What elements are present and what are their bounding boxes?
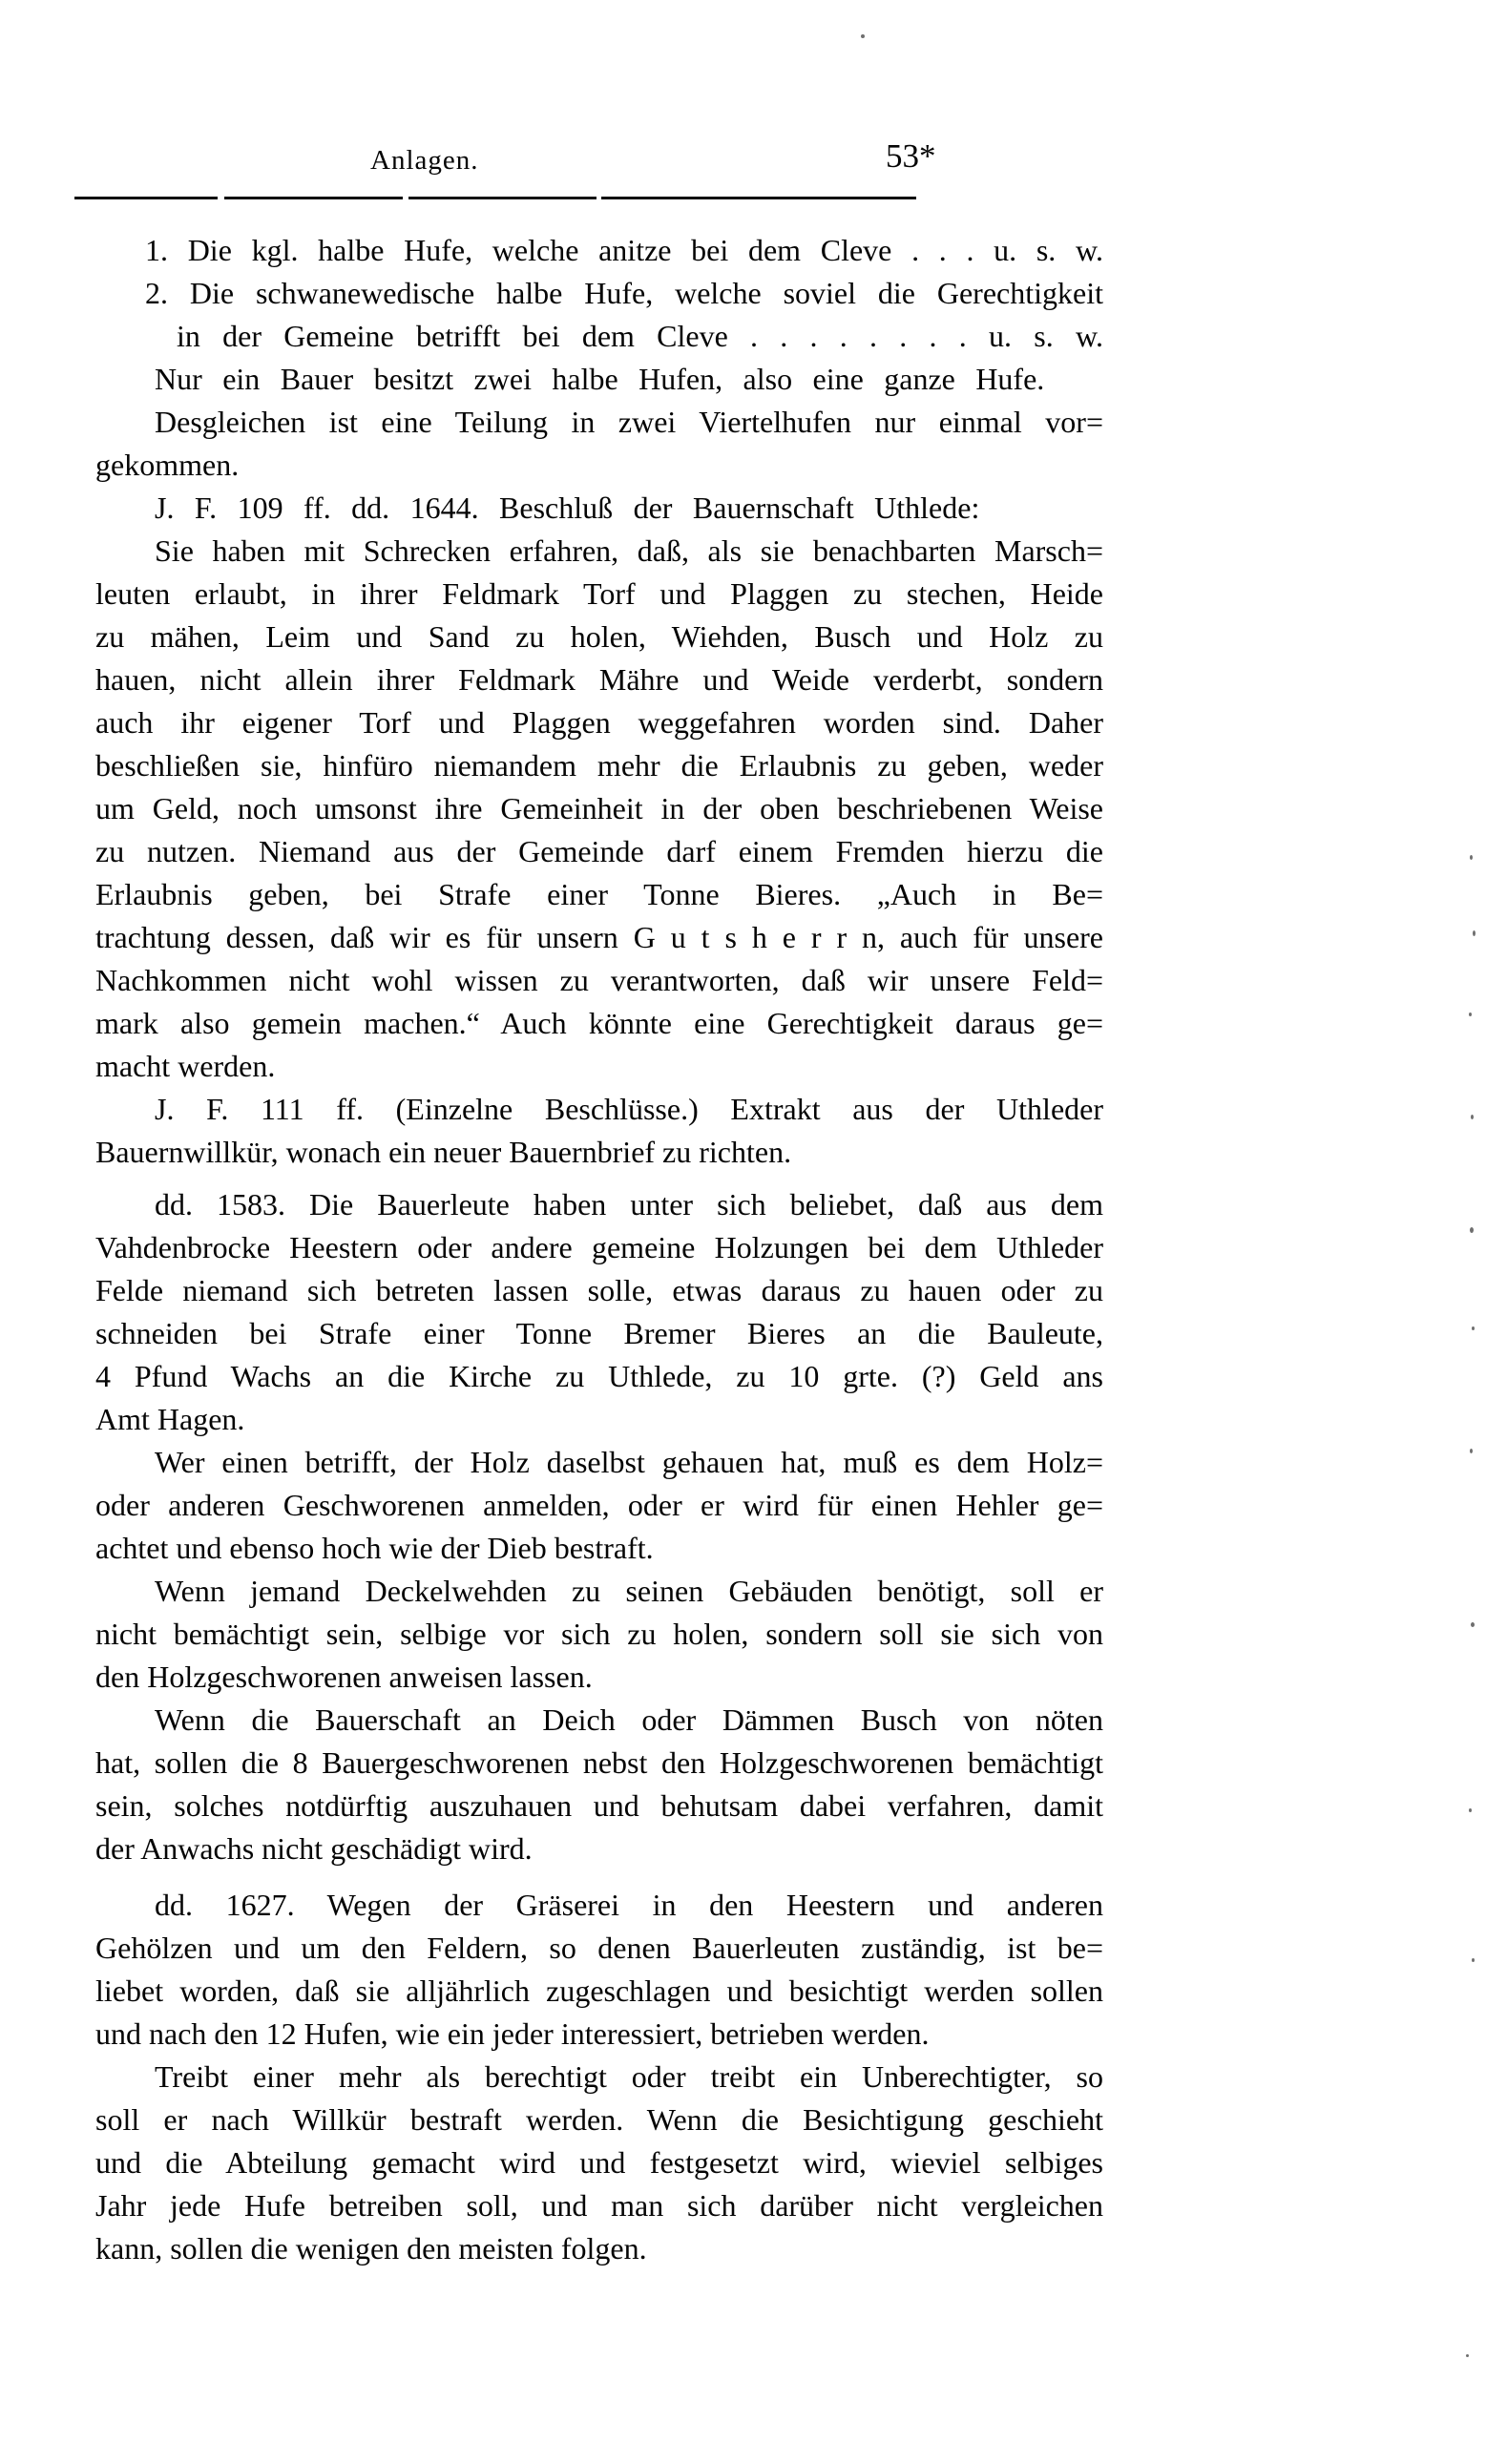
text-line: schneiden bei Strafe einer Tonne Bremer Bieres an die Bauleute,: [95, 1316, 1103, 1350]
scan-speck: [1473, 930, 1476, 936]
page-number: 53*: [886, 137, 936, 175]
text-line: Bauernwillkür, wonach ein neuer Bauernbrief zu richten.: [95, 1135, 792, 1169]
scan-speck: [1472, 1326, 1475, 1330]
text-line: nicht bemächtigt sein, selbige vor sich zu holen, sondern soll sie sich von: [95, 1617, 1103, 1651]
text-line: oder anderen Geschworenen anmelden, oder er wird für einen Hehler ge=: [95, 1488, 1103, 1522]
text-line: Wenn die Bauerschaft an Deich oder Dämmen Busch von nöten: [155, 1702, 1103, 1737]
scan-speck: [1471, 1622, 1475, 1627]
text-line: Felde niemand sich betreten lassen solle, etwas daraus zu hauen oder zu: [95, 1273, 1103, 1307]
text-line: in der Gemeine betrifft bei dem Cleve . . . . . . . . u. s. w.: [177, 319, 1103, 353]
scan-speck: [1466, 2354, 1469, 2357]
text-line: liebet worden, daß sie alljährlich zugeschlagen und besichtigt werden sollen: [95, 1973, 1103, 2008]
text-line: sein, solches notdürftig auszuhauen und behutsam dabei verfahren, damit: [95, 1788, 1103, 1823]
text-line: leuten erlaubt, in ihrer Feldmark Torf und Plaggen zu stechen, Heide: [95, 576, 1103, 611]
text-line: hat, sollen die 8 Bauergeschworenen nebst den Holzgeschworenen bemächtigt: [95, 1745, 1103, 1780]
text-line: mark also gemein machen.“ Auch könnte eine Gerechtigkeit daraus ge=: [95, 1006, 1103, 1040]
text-body: [95, 229, 1103, 2270]
text-line: den Holzgeschworenen anweisen lassen.: [95, 1660, 593, 1694]
text-line: dd. 1583. Die Bauerleute haben unter sich beliebet, daß aus dem: [155, 1187, 1103, 1222]
text-line: Vahdenbrocke Heestern oder andere gemeine Holzungen bei dem Uthleder: [95, 1230, 1103, 1264]
text-line: kann, sollen die wenigen den meisten folgen.: [95, 2231, 647, 2266]
scan-speck: [1470, 855, 1473, 860]
text-line: zu nutzen. Niemand aus der Gemeinde darf einem Fremden hierzu die: [95, 834, 1103, 868]
text-line: und nach den 12 Hufen, wie ein jeder interessiert, betrieben werden.: [95, 2016, 930, 2051]
text-line: und die Abteilung gemacht wird und festgesetzt wird, wieviel selbiges: [95, 2145, 1103, 2180]
text-line: Sie haben mit Schrecken erfahren, daß, als sie benachbarten Marsch=: [155, 533, 1103, 568]
text-line: um Geld, noch umsonst ihre Gemeinheit in der oben beschriebenen Weise: [95, 791, 1103, 825]
running-title: Anlagen.: [370, 145, 479, 176]
scan-speck: [1472, 1958, 1475, 1962]
text-line: Treibt einer mehr als berechtigt oder treibt ein Unberechtigter, so: [155, 2059, 1103, 2094]
text-line: 2. Die schwanewedische halbe Hufe, welche soviel die Gerechtigkeit: [145, 276, 1103, 310]
text-line: Amt Hagen.: [95, 1402, 245, 1436]
text-line: Wenn jemand Deckelwehden zu seinen Gebäuden benötigt, soll er: [155, 1574, 1103, 1608]
scan-speck: [1469, 1808, 1472, 1812]
text-line: 4 Pfund Wachs an die Kirche zu Uthlede, zu 10 grte. (?) Geld ans: [95, 1359, 1103, 1393]
text-line: Nachkommen nicht wohl wissen zu verantworten, daß wir unsere Feld=: [95, 963, 1103, 997]
text-line: Nur ein Bauer besitzt zwei halbe Hufen, also eine ganze Hufe.: [155, 362, 1045, 396]
text-line: zu mähen, Leim und Sand zu holen, Wiehden, Busch und Holz zu: [95, 619, 1103, 654]
text-line: gekommen.: [95, 448, 240, 482]
text-line: J. F. 111 ff. (Einzelne Beschlüsse.) Extrakt aus der Uthleder: [155, 1092, 1103, 1126]
text-line: trachtung dessen, daß wir es für unsern G u t s h e r r n, auch für unsere: [95, 920, 1103, 954]
text-line: beschließen sie, hinfüro niemandem mehr die Erlaubnis zu geben, weder: [95, 748, 1103, 783]
text-line: dd. 1627. Wegen der Gräserei in den Heestern und anderen: [155, 1888, 1103, 1922]
text-line: Wer einen betrifft, der Holz daselbst gehauen hat, muß es dem Holz=: [155, 1445, 1103, 1479]
text-line: hauen, nicht allein ihrer Feldmark Mähre und Weide verderbt, sondern: [95, 662, 1103, 697]
scan-speck: [1470, 1449, 1473, 1453]
text-line: achtet und ebenso hoch wie der Dieb bestraft.: [95, 1531, 654, 1565]
text-line: Jahr jede Hufe betreiben soll, und man sich darüber nicht vergleichen: [95, 2188, 1103, 2223]
text-line: auch ihr eigener Torf und Plaggen weggefahren worden sind. Daher: [95, 705, 1103, 740]
text-line: der Anwachs nicht geschädigt wird.: [95, 1831, 533, 1866]
running-header: [0, 0, 1486, 219]
scan-speck: [1471, 1115, 1474, 1119]
text-line: J. F. 109 ff. dd. 1644. Beschluß der Bauernschaft Uthlede:: [155, 491, 980, 525]
text-line: Desgleichen ist eine Teilung in zwei Viertelhufen nur einmal vor=: [155, 405, 1103, 439]
text-line: macht werden.: [95, 1049, 276, 1083]
scan-speck: [1470, 1227, 1474, 1233]
scan-speck: [1469, 1013, 1472, 1016]
text-line: Erlaubnis geben, bei Strafe einer Tonne Bieres. „Auch in Be=: [95, 877, 1103, 911]
scan-speck: [861, 34, 865, 38]
header-rule: [74, 197, 916, 199]
text-line: soll er nach Willkür bestraft werden. Wenn die Besichtigung geschieht: [95, 2102, 1103, 2137]
text-line: 1. Die kgl. halbe Hufe, welche anitze bei dem Cleve . . . u. s. w.: [145, 233, 1103, 267]
text-line: Gehölzen und um den Feldern, so denen Bauerleuten zuständig, ist be=: [95, 1931, 1103, 1965]
